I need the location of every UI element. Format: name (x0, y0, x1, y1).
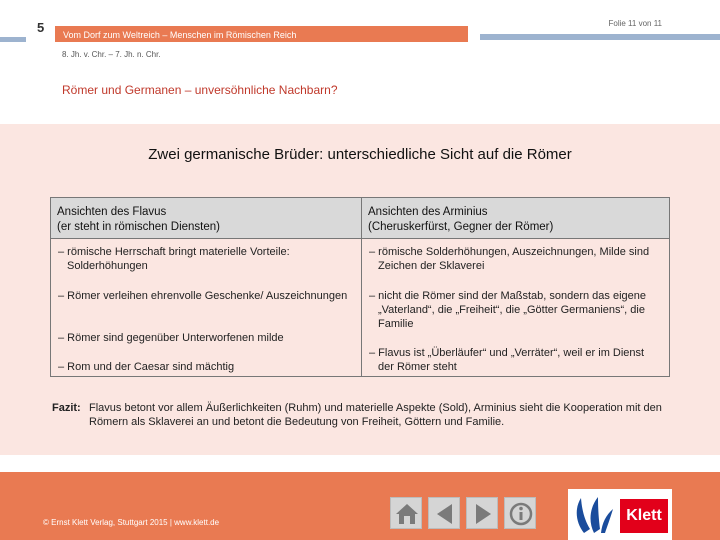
slide-counter: Folie 11 von 11 (608, 19, 662, 28)
top-accent-bar-right (480, 34, 720, 40)
column-header-line: (Cheruskerfürst, Gegner der Römer) (368, 221, 554, 233)
klett-tree-icon (568, 489, 618, 540)
home-icon (394, 501, 420, 527)
next-slide-button[interactable] (466, 497, 498, 529)
column-header-line: (er steht in römischen Diensten) (57, 221, 220, 233)
home-button[interactable] (390, 497, 422, 529)
slide-heading: Zwei germanische Brüder: unterschiedliche Sicht auf die Römer (148, 146, 572, 163)
list-item: – Rom und der Caesar sind mächtig (58, 361, 235, 373)
klett-logo (568, 489, 672, 540)
list-item: – römische Solderhöhungen, Auszeichnungen, Milde sind Zeichen der Sklaverei (369, 246, 650, 272)
list-item: – Flavus ist „Überläufer“ und „Verräter“, weil er im Dienst der Römer steht (369, 347, 645, 373)
info-button[interactable] (504, 497, 536, 529)
arrow-right-icon (470, 501, 496, 527)
previous-slide-button[interactable] (428, 497, 460, 529)
conclusion (52, 401, 682, 429)
period-label: 8. Jh. v. Chr. – 7. Jh. n. Chr. (62, 50, 161, 59)
info-icon (508, 501, 534, 527)
conclusion-label: Fazit: (52, 402, 81, 414)
list-item: – Römer sind gegenüber Unterworfenen milde (58, 332, 284, 344)
column-header-line: Ansichten des Flavus (57, 206, 167, 218)
column-arminius (362, 198, 669, 376)
klett-wordmark: Klett (620, 499, 668, 533)
comparison-table (50, 197, 670, 377)
column-header-arminius (362, 198, 669, 239)
column-header-line: Ansichten des Arminius (368, 206, 488, 218)
topic-title: Römer und Germanen – unversöhnliche Nachbarn? (62, 83, 338, 97)
list-item: – römische Herrschaft bringt materielle Vorteile: Solderhöhungen (58, 246, 290, 272)
course-title: Vom Dorf zum Weltreich – Menschen im Römischen Reich (63, 30, 297, 40)
course-title-bar (55, 26, 468, 42)
top-accent-bar-left (0, 37, 26, 42)
arrow-left-icon (432, 501, 458, 527)
conclusion-text: Flavus betont vor allem Äußerlichkeiten (Ruhm) und materielle Aspekte (Sold), Arminius sieht die Kooperation mit den Römern als Sklaverei an und betont die Bedeutung von Freiheit, Göttern und Familie. (89, 402, 662, 428)
list-item: – Römer verleihen ehrenvolle Geschenke/ Auszeichnungen (58, 290, 348, 302)
chapter-number: 5 (37, 20, 45, 35)
column-flavus (51, 198, 362, 376)
column-header-flavus (51, 198, 361, 239)
list-item: – nicht die Römer sind der Maßstab, sondern das eigene „Vaterland“, die „Freiheit“, die „Götter Germaniens“, die Familie (369, 290, 646, 330)
copyright-text: © Ernst Klett Verlag, Stuttgart 2015 | www.klett.de (43, 518, 220, 527)
